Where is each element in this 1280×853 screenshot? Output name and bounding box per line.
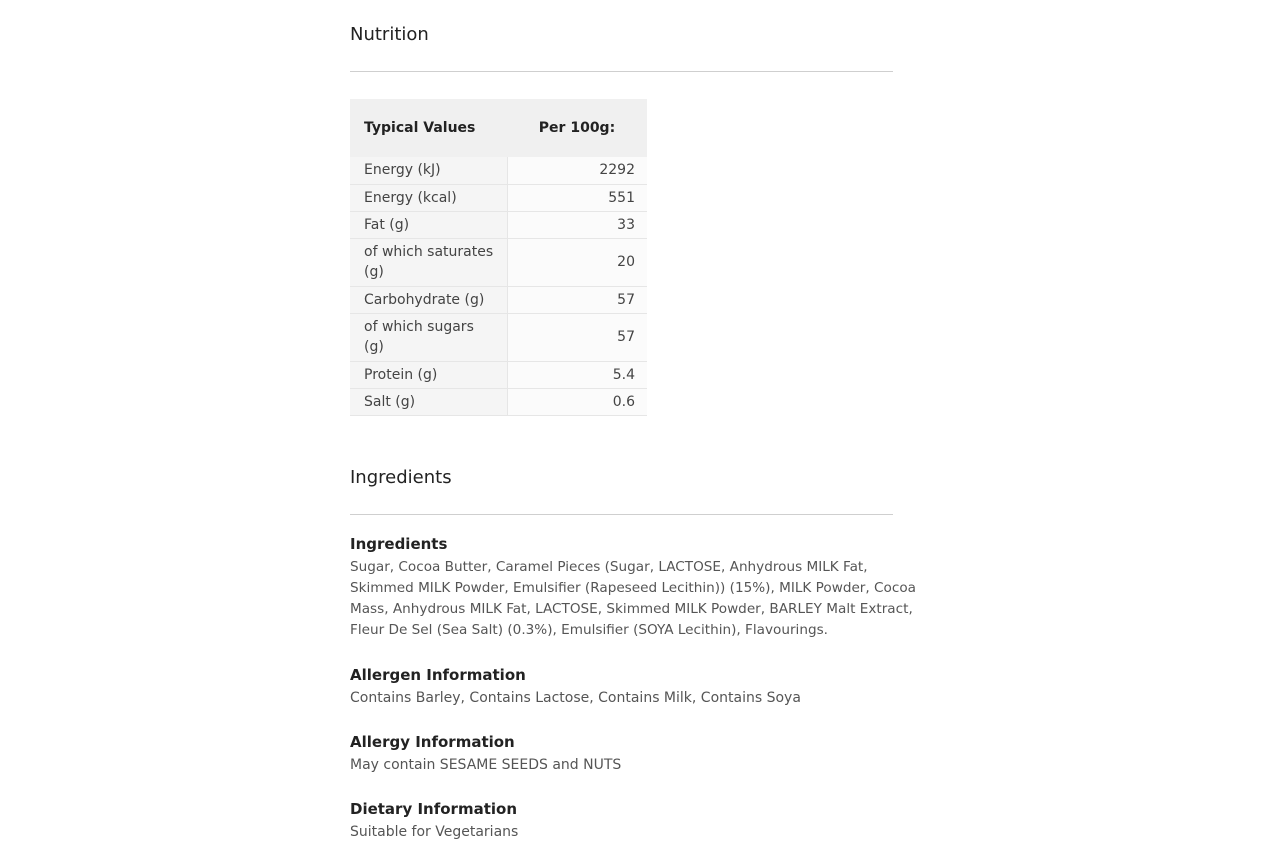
nutrient-value: 57: [507, 313, 647, 361]
allergy-block: [350, 733, 930, 776]
ingredients-divider: [350, 514, 893, 515]
nutrient-name: Protein (g): [350, 361, 507, 388]
dietary-block: [350, 800, 930, 843]
nutrition-title: Nutrition: [350, 24, 429, 45]
nutrient-value: 33: [507, 211, 647, 238]
allergy-heading: Allergy Information: [350, 733, 515, 751]
table-row: [350, 388, 647, 415]
nutrition-table: [350, 99, 647, 416]
ingredients-heading: Ingredients: [350, 535, 448, 553]
allergy-text: May contain SESAME SEEDS and NUTS: [350, 757, 622, 773]
nutrient-name: Salt (g): [350, 388, 507, 415]
nutrient-value: 5.4: [507, 361, 647, 388]
nutrient-name: Carbohydrate (g): [350, 286, 507, 313]
header-per-100g: Per 100g:: [507, 99, 647, 157]
nutrition-divider: [350, 71, 893, 72]
dietary-heading: Dietary Information: [350, 800, 517, 818]
table-row: [350, 313, 647, 361]
nutrient-value: 0.6: [507, 388, 647, 415]
ingredients-text: Sugar, Cocoa Butter, Caramel Pieces (Sugar, LACTOSE, Anhydrous MILK Fat, Skimmed MILK Powder, Emulsifier (Rapeseed Lecithin)) (15%), MILK Powder, Cocoa Mass, Anhydrous MILK Fat, LACTOSE, Skimmed MILK Powder, BARLEY Malt Extract, Fleur De Sel (Sea Salt) (0.3%), Emulsifier (SOYA Lecithin), Flavourings.: [350, 559, 916, 638]
nutrient-name: Energy (kcal): [350, 184, 507, 211]
ingredients-title: Ingredients: [350, 467, 452, 488]
nutrient-value: 2292: [507, 157, 647, 184]
nutrition-table-header: [350, 99, 647, 157]
allergen-text: Contains Barley, Contains Lactose, Contains Milk, Contains Soya: [350, 690, 801, 706]
ingredients-block: [350, 535, 930, 641]
nutrient-name: Energy (kJ): [350, 157, 507, 184]
table-row: [350, 211, 647, 238]
allergen-block: [350, 666, 930, 709]
table-row: [350, 238, 647, 286]
nutrient-name: of which saturates (g): [350, 238, 507, 286]
table-row: [350, 361, 647, 388]
table-row: [350, 157, 647, 184]
nutrient-value: 20: [507, 238, 647, 286]
header-typical-values: Typical Values: [350, 99, 507, 157]
table-row: [350, 286, 647, 313]
dietary-text: Suitable for Vegetarians: [350, 824, 519, 840]
allergen-heading: Allergen Information: [350, 666, 526, 684]
table-row: [350, 184, 647, 211]
nutrient-value: 57: [507, 286, 647, 313]
nutrient-name: of which sugars (g): [350, 313, 507, 361]
nutrient-name: Fat (g): [350, 211, 507, 238]
nutrient-value: 551: [507, 184, 647, 211]
